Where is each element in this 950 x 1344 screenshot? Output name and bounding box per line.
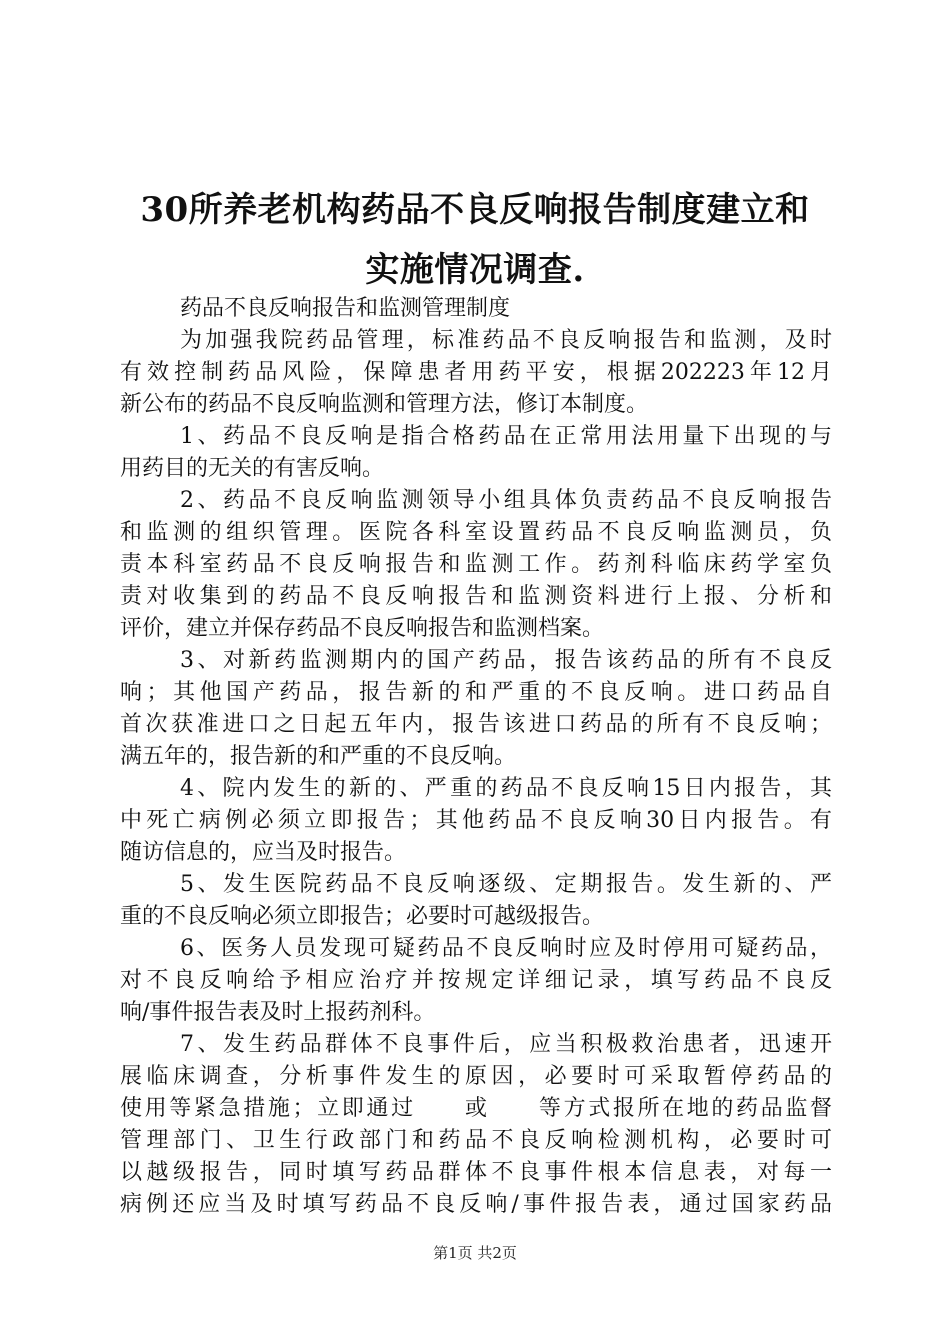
paragraph-line: 使用等紧急措施；立即通过 或 等方式报所在地的药品监督 [120, 1096, 832, 1121]
paragraph-line: 5、发生医院药品不良反响逐级、定期报告。发生新的、严 [180, 872, 832, 897]
paragraph-line: 病例还应当及时填写药品不良反响/事件报告表，通过国家药品 [120, 1192, 832, 1217]
page-number-footer: 第1页 共2页 [433, 1244, 517, 1262]
paragraph-line: 1、药品不良反响是指合格药品在正常用法用量下出现的与 [180, 424, 832, 449]
paragraph-line: 和监测的组织管理。医院各科室设置药品不良反响监测员，负 [120, 520, 832, 545]
paragraph-line: 责对收集到的药品不良反响报告和监测资料进行上报、分析和 [120, 584, 832, 609]
paragraph-line: 2、药品不良反响监测领导小组具体负责药品不良反响报告 [180, 488, 832, 513]
document-body [120, 293, 832, 1221]
section-heading: 药品不良反响报告和监测管理制度 [180, 296, 511, 321]
paragraph-line: 责本科室药品不良反响报告和监测工作。药剂科临床药学室负 [120, 552, 832, 577]
paragraph-line: 4、院内发生的新的、严重的药品不良反响15日内报告，其 [180, 776, 832, 801]
paragraph-line: 中死亡病例必须立即报告；其他药品不良反响30日内报告。有 [120, 808, 832, 833]
document-title-line-2: 实施情况调查. [365, 250, 585, 290]
paragraph-line: 对不良反响给予相应治疗并按规定详细记录，填写药品不良反 [120, 968, 832, 993]
paragraph-line: 重的不良反响必须立即报告；必要时可越级报告。 [120, 904, 605, 929]
paragraph-line: 响；其他国产药品，报告新的和严重的不良反响。进口药品自 [120, 680, 832, 705]
paragraph-line: 满五年的，报告新的和严重的不良反响。 [120, 744, 517, 769]
paragraph-line: 以越级报告，同时填写药品群体不良事件根本信息表，对每一 [120, 1160, 832, 1185]
paragraph-line: 为加强我院药品管理，标准药品不良反响报告和监测，及时 [180, 328, 832, 353]
paragraph-line: 响/事件报告表及时上报药剂科。 [120, 1000, 436, 1025]
paragraph-line: 有效控制药品风险，保障患者用药平安，根据202223年12月 [120, 360, 832, 385]
paragraph-line: 3、对新药监测期内的国产药品，报告该药品的所有不良反 [180, 648, 832, 673]
paragraph-line: 7、发生药品群体不良事件后，应当积极救治患者，迅速开 [180, 1032, 832, 1057]
paragraph-line: 6、医务人员发现可疑药品不良反响时应及时停用可疑药品， [180, 936, 832, 961]
paragraph-line: 管理部门、卫生行政部门和药品不良反响检测机构，必要时可 [120, 1128, 832, 1153]
paragraph-line: 随访信息的，应当及时报告。 [120, 840, 407, 865]
paragraph-line: 首次获准进口之日起五年内，报告该进口药品的所有不良反响； [120, 712, 832, 737]
paragraph-line: 新公布的药品不良反响监测和管理方法，修订本制度。 [120, 392, 649, 417]
document-title-line-1: 30所养老机构药品不良反响报告制度建立和 [140, 190, 810, 230]
paragraph-line: 用药目的无关的有害反响。 [120, 456, 385, 481]
paragraph-line: 展临床调查，分析事件发生的原因，必要时可采取暂停药品的 [120, 1064, 832, 1089]
paragraph-line: 评价，建立并保存药品不良反响报告和监测档案。 [120, 616, 605, 641]
